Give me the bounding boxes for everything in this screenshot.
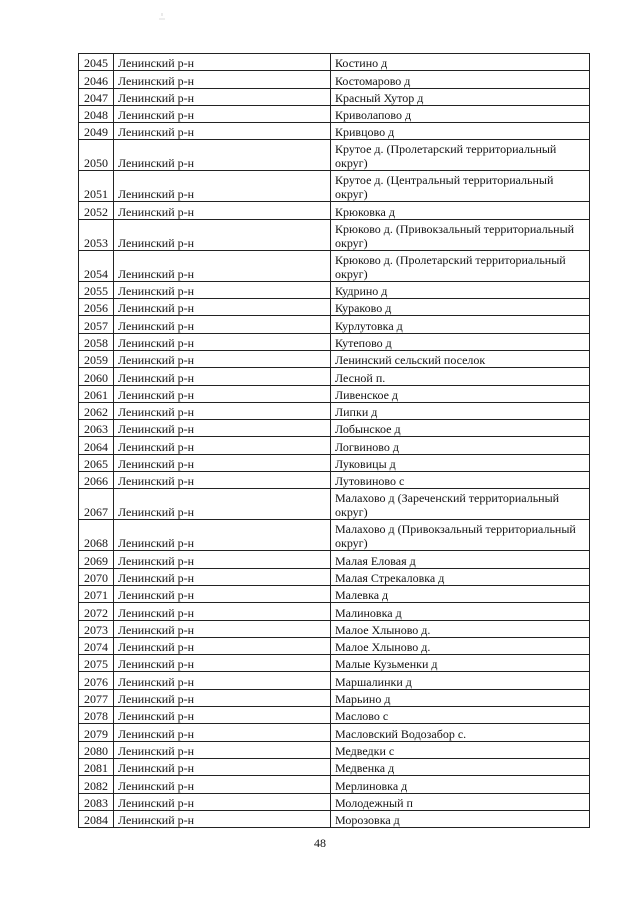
district-cell: Ленинский р-н: [114, 707, 331, 724]
row-number-cell: 2065: [79, 454, 114, 471]
row-number-cell: 2045: [79, 54, 114, 71]
table-row: [79, 551, 590, 568]
settlement-cell: Лобынское д: [331, 420, 590, 437]
settlement-cell: Кураково д: [331, 299, 590, 316]
table-row: [79, 741, 590, 758]
table-body: [79, 54, 590, 828]
table-row: [79, 810, 590, 827]
district-cell: Ленинский р-н: [114, 281, 331, 298]
settlement-cell: Малиновка д: [331, 603, 590, 620]
district-cell: Ленинский р-н: [114, 472, 331, 489]
settlement-cell: Липки д: [331, 402, 590, 419]
table-row: [79, 603, 590, 620]
table-row: [79, 385, 590, 402]
settlement-cell: Морозовка д: [331, 810, 590, 827]
table-row: [79, 724, 590, 741]
table-row: [79, 620, 590, 637]
table-row: [79, 707, 590, 724]
row-number-cell: 2077: [79, 689, 114, 706]
district-cell: Ленинский р-н: [114, 585, 331, 602]
table-row: [79, 71, 590, 88]
district-cell: Ленинский р-н: [114, 333, 331, 350]
district-cell: Ленинский р-н: [114, 620, 331, 637]
row-number-cell: 2078: [79, 707, 114, 724]
settlement-cell: Масловский Водозабор с.: [331, 724, 590, 741]
district-cell: Ленинский р-н: [114, 551, 331, 568]
district-cell: Ленинский р-н: [114, 637, 331, 654]
district-cell: Ленинский р-н: [114, 724, 331, 741]
settlement-cell: Мерлиновка д: [331, 776, 590, 793]
table-row: [79, 368, 590, 385]
settlement-cell: Малые Кузьменки д: [331, 655, 590, 672]
district-cell: Ленинский р-н: [114, 776, 331, 793]
table-row: [79, 520, 590, 551]
table-row: [79, 454, 590, 471]
row-number-cell: 2070: [79, 568, 114, 585]
table-row: [79, 123, 590, 140]
settlement-cell: Крутое д. (Центральный территориальный округ): [331, 171, 590, 202]
table-row: [79, 54, 590, 71]
settlement-cell: Маршалинки д: [331, 672, 590, 689]
row-number-cell: 2056: [79, 299, 114, 316]
table-row: [79, 568, 590, 585]
district-cell: Ленинский р-н: [114, 105, 331, 122]
settlement-cell: Малое Хлыново д.: [331, 637, 590, 654]
district-cell: Ленинский р-н: [114, 140, 331, 171]
row-number-cell: 2055: [79, 281, 114, 298]
row-number-cell: 2082: [79, 776, 114, 793]
table-row: [79, 88, 590, 105]
row-number-cell: 2080: [79, 741, 114, 758]
table-row: [79, 420, 590, 437]
table-row: [79, 219, 590, 250]
settlement-cell: Логвиново д: [331, 437, 590, 454]
table-row: [79, 316, 590, 333]
district-cell: Ленинский р-н: [114, 454, 331, 471]
table-row: [79, 472, 590, 489]
settlement-cell: Ленинский сельский поселок: [331, 350, 590, 367]
settlement-cell: Крюково д. (Пролетарский территориальный округ): [331, 250, 590, 281]
district-cell: Ленинский р-н: [114, 689, 331, 706]
settlement-cell: Медведки с: [331, 741, 590, 758]
settlement-cell: Малое Хлыново д.: [331, 620, 590, 637]
settlement-cell: Кудрино д: [331, 281, 590, 298]
district-cell: Ленинский р-н: [114, 71, 331, 88]
district-cell: Ленинский р-н: [114, 350, 331, 367]
settlement-cell: Малахово д (Привокзальный территориальный округ): [331, 520, 590, 551]
district-cell: Ленинский р-н: [114, 219, 331, 250]
settlement-cell: Кривцово д: [331, 123, 590, 140]
table-row: [79, 333, 590, 350]
district-cell: Ленинский р-н: [114, 54, 331, 71]
settlement-cell: Костомарово д: [331, 71, 590, 88]
row-number-cell: 2050: [79, 140, 114, 171]
district-cell: Ленинский р-н: [114, 810, 331, 827]
row-number-cell: 2058: [79, 333, 114, 350]
district-cell: Ленинский р-н: [114, 603, 331, 620]
settlement-cell: Молодежный п: [331, 793, 590, 810]
district-cell: Ленинский р-н: [114, 299, 331, 316]
row-number-cell: 2063: [79, 420, 114, 437]
district-cell: Ленинский р-н: [114, 316, 331, 333]
table-row: [79, 281, 590, 298]
district-cell: Ленинский р-н: [114, 368, 331, 385]
settlements-table: [78, 53, 590, 828]
table-row: [79, 793, 590, 810]
settlement-cell: Курлутовка д: [331, 316, 590, 333]
row-number-cell: 2069: [79, 551, 114, 568]
table-row: [79, 202, 590, 219]
row-number-cell: 2076: [79, 672, 114, 689]
row-number-cell: 2052: [79, 202, 114, 219]
row-number-cell: 2061: [79, 385, 114, 402]
settlement-cell: Лутовиново с: [331, 472, 590, 489]
district-cell: Ленинский р-н: [114, 420, 331, 437]
district-cell: Ленинский р-н: [114, 741, 331, 758]
row-number-cell: 2057: [79, 316, 114, 333]
row-number-cell: 2074: [79, 637, 114, 654]
row-number-cell: 2067: [79, 489, 114, 520]
settlement-cell: Крюково д. (Привокзальный территориальный округ): [331, 219, 590, 250]
row-number-cell: 2062: [79, 402, 114, 419]
settlement-cell: Кутепово д: [331, 333, 590, 350]
row-number-cell: 2081: [79, 758, 114, 775]
district-cell: Ленинский р-н: [114, 385, 331, 402]
settlement-cell: Малая Еловая д: [331, 551, 590, 568]
district-cell: Ленинский р-н: [114, 202, 331, 219]
table-row: [79, 437, 590, 454]
settlement-cell: Костино д: [331, 54, 590, 71]
district-cell: Ленинский р-н: [114, 672, 331, 689]
district-cell: Ленинский р-н: [114, 655, 331, 672]
district-cell: Ленинский р-н: [114, 568, 331, 585]
table-row: [79, 489, 590, 520]
settlement-cell: Крюковка д: [331, 202, 590, 219]
settlement-cell: Криволапово д: [331, 105, 590, 122]
table-row: [79, 140, 590, 171]
row-number-cell: 2047: [79, 88, 114, 105]
row-number-cell: 2046: [79, 71, 114, 88]
page-number: 48: [314, 836, 326, 850]
district-cell: Ленинский р-н: [114, 88, 331, 105]
settlement-cell: Маслово с: [331, 707, 590, 724]
settlement-cell: Малахово д (Зареченский территориальный округ): [331, 489, 590, 520]
settlement-cell: Медвенка д: [331, 758, 590, 775]
table-row: [79, 171, 590, 202]
row-number-cell: 2053: [79, 219, 114, 250]
settlement-cell: Лесной п.: [331, 368, 590, 385]
table-row: [79, 776, 590, 793]
table-row: [79, 655, 590, 672]
row-number-cell: 2075: [79, 655, 114, 672]
row-number-cell: 2064: [79, 437, 114, 454]
district-cell: Ленинский р-н: [114, 123, 331, 140]
settlement-cell: Марьино д: [331, 689, 590, 706]
row-number-cell: 2071: [79, 585, 114, 602]
scan-speck-mark: [156, 12, 168, 22]
row-number-cell: 2051: [79, 171, 114, 202]
table-row: [79, 402, 590, 419]
row-number-cell: 2060: [79, 368, 114, 385]
table-row: [79, 689, 590, 706]
row-number-cell: 2066: [79, 472, 114, 489]
settlement-cell: Малевка д: [331, 585, 590, 602]
district-cell: Ленинский р-н: [114, 520, 331, 551]
settlement-cell: Ливенское д: [331, 385, 590, 402]
settlement-cell: Крутое д. (Пролетарский территориальный округ): [331, 140, 590, 171]
row-number-cell: 2068: [79, 520, 114, 551]
district-cell: Ленинский р-н: [114, 758, 331, 775]
row-number-cell: 2048: [79, 105, 114, 122]
table-row: [79, 250, 590, 281]
table-row: [79, 585, 590, 602]
table-row: [79, 758, 590, 775]
table-row: [79, 672, 590, 689]
row-number-cell: 2054: [79, 250, 114, 281]
row-number-cell: 2079: [79, 724, 114, 741]
district-cell: Ленинский р-н: [114, 437, 331, 454]
row-number-cell: 2083: [79, 793, 114, 810]
settlement-cell: Малая Стрекаловка д: [331, 568, 590, 585]
row-number-cell: 2073: [79, 620, 114, 637]
table-row: [79, 350, 590, 367]
row-number-cell: 2059: [79, 350, 114, 367]
table-row: [79, 105, 590, 122]
district-cell: Ленинский р-н: [114, 793, 331, 810]
row-number-cell: 2084: [79, 810, 114, 827]
row-number-cell: 2072: [79, 603, 114, 620]
settlement-cell: Луковицы д: [331, 454, 590, 471]
district-cell: Ленинский р-н: [114, 489, 331, 520]
row-number-cell: 2049: [79, 123, 114, 140]
settlement-cell: Красный Хутор д: [331, 88, 590, 105]
district-cell: Ленинский р-н: [114, 402, 331, 419]
district-cell: Ленинский р-н: [114, 171, 331, 202]
table-row: [79, 299, 590, 316]
table-row: [79, 637, 590, 654]
district-cell: Ленинский р-н: [114, 250, 331, 281]
